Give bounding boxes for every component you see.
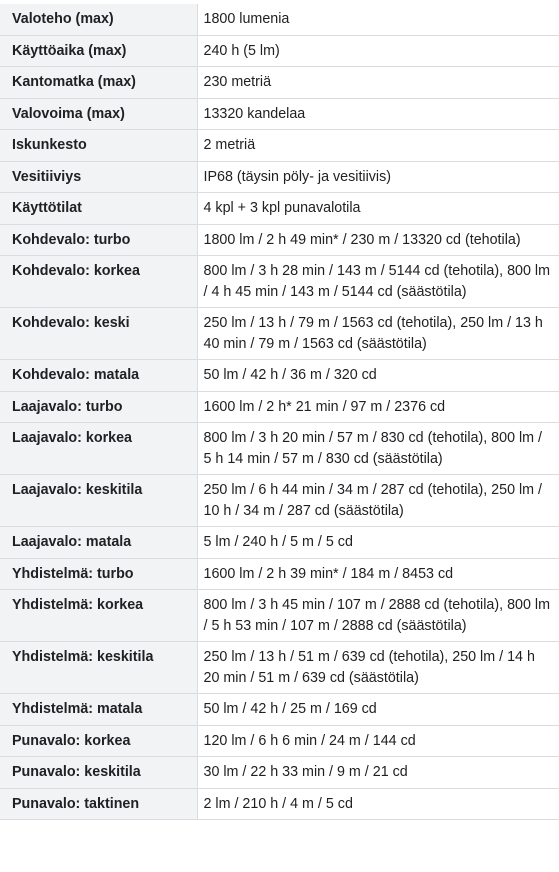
- spec-value: 230 metriä: [197, 67, 559, 99]
- table-row: [0, 308, 559, 360]
- spec-value: 2 lm / 210 h / 4 m / 5 cd: [197, 788, 559, 820]
- spec-key: Käyttöaika (max): [0, 35, 197, 67]
- table-row: [0, 256, 559, 308]
- spec-key: Kohdevalo: matala: [0, 360, 197, 392]
- spec-key: Laajavalo: matala: [0, 527, 197, 559]
- table-row: [0, 4, 559, 35]
- spec-key: Laajavalo: korkea: [0, 423, 197, 475]
- table-row: [0, 130, 559, 162]
- table-row: [0, 360, 559, 392]
- spec-key: Kohdevalo: keski: [0, 308, 197, 360]
- table-row: [0, 475, 559, 527]
- spec-key: Käyttötilat: [0, 193, 197, 225]
- table-row: [0, 725, 559, 757]
- spec-key: Punavalo: taktinen: [0, 788, 197, 820]
- spec-key: Kohdevalo: korkea: [0, 256, 197, 308]
- spec-value: 1800 lumenia: [197, 4, 559, 35]
- table-row: [0, 558, 559, 590]
- spec-value: 250 lm / 13 h / 51 m / 639 cd (tehotila), 250 lm / 14 h 20 min / 51 m / 639 cd (säästötila): [197, 642, 559, 694]
- spec-key: Iskunkesto: [0, 130, 197, 162]
- table-row: [0, 224, 559, 256]
- table-row: [0, 391, 559, 423]
- spec-value: 2 metriä: [197, 130, 559, 162]
- spec-value: 250 lm / 13 h / 79 m / 1563 cd (tehotila), 250 lm / 13 h 40 min / 79 m / 1563 cd (säästötila): [197, 308, 559, 360]
- spec-value: 250 lm / 6 h 44 min / 34 m / 287 cd (tehotila), 250 lm / 10 h / 34 m / 287 cd (säästötila): [197, 475, 559, 527]
- spec-key: Kantomatka (max): [0, 67, 197, 99]
- spec-key: Laajavalo: keskitila: [0, 475, 197, 527]
- spec-key: Punavalo: korkea: [0, 725, 197, 757]
- spec-value: 120 lm / 6 h 6 min / 24 m / 144 cd: [197, 725, 559, 757]
- spec-value: 1600 lm / 2 h 39 min* / 184 m / 8453 cd: [197, 558, 559, 590]
- spec-key: Kohdevalo: turbo: [0, 224, 197, 256]
- table-row: [0, 527, 559, 559]
- spec-key: Punavalo: keskitila: [0, 757, 197, 789]
- table-row: [0, 642, 559, 694]
- spec-value: 30 lm / 22 h 33 min / 9 m / 21 cd: [197, 757, 559, 789]
- spec-key: Valoteho (max): [0, 4, 197, 35]
- table-row: [0, 98, 559, 130]
- spec-key: Valovoima (max): [0, 98, 197, 130]
- spec-value: 5 lm / 240 h / 5 m / 5 cd: [197, 527, 559, 559]
- spec-key: Yhdistelmä: korkea: [0, 590, 197, 642]
- table-row: [0, 694, 559, 726]
- spec-key: Laajavalo: turbo: [0, 391, 197, 423]
- spec-value: 240 h (5 lm): [197, 35, 559, 67]
- spec-value: IP68 (täysin pöly- ja vesitiivis): [197, 161, 559, 193]
- table-row: [0, 590, 559, 642]
- spec-value: 1800 lm / 2 h 49 min* / 230 m / 13320 cd (tehotila): [197, 224, 559, 256]
- spec-value: 50 lm / 42 h / 25 m / 169 cd: [197, 694, 559, 726]
- spec-value: 800 lm / 3 h 20 min / 57 m / 830 cd (tehotila), 800 lm / 5 h 14 min / 57 m / 830 cd (säästötila): [197, 423, 559, 475]
- spec-value: 1600 lm / 2 h* 21 min / 97 m / 2376 cd: [197, 391, 559, 423]
- table-row: [0, 757, 559, 789]
- table-row: [0, 161, 559, 193]
- spec-key: Yhdistelmä: turbo: [0, 558, 197, 590]
- spec-table: [0, 4, 559, 820]
- spec-key: Vesitiiviys: [0, 161, 197, 193]
- spec-key: Yhdistelmä: matala: [0, 694, 197, 726]
- spec-value: 800 lm / 3 h 45 min / 107 m / 2888 cd (tehotila), 800 lm / 5 h 53 min / 107 m / 2888 cd (säästötila): [197, 590, 559, 642]
- spec-key: Yhdistelmä: keskitila: [0, 642, 197, 694]
- spec-value: 800 lm / 3 h 28 min / 143 m / 5144 cd (tehotila), 800 lm / 4 h 45 min / 143 m / 5144 cd (säästötila): [197, 256, 559, 308]
- table-row: [0, 35, 559, 67]
- table-row: [0, 67, 559, 99]
- spec-value: 13320 kandelaa: [197, 98, 559, 130]
- spec-value: 4 kpl + 3 kpl punavalotila: [197, 193, 559, 225]
- table-row: [0, 788, 559, 820]
- spec-value: 50 lm / 42 h / 36 m / 320 cd: [197, 360, 559, 392]
- table-row: [0, 193, 559, 225]
- table-row: [0, 423, 559, 475]
